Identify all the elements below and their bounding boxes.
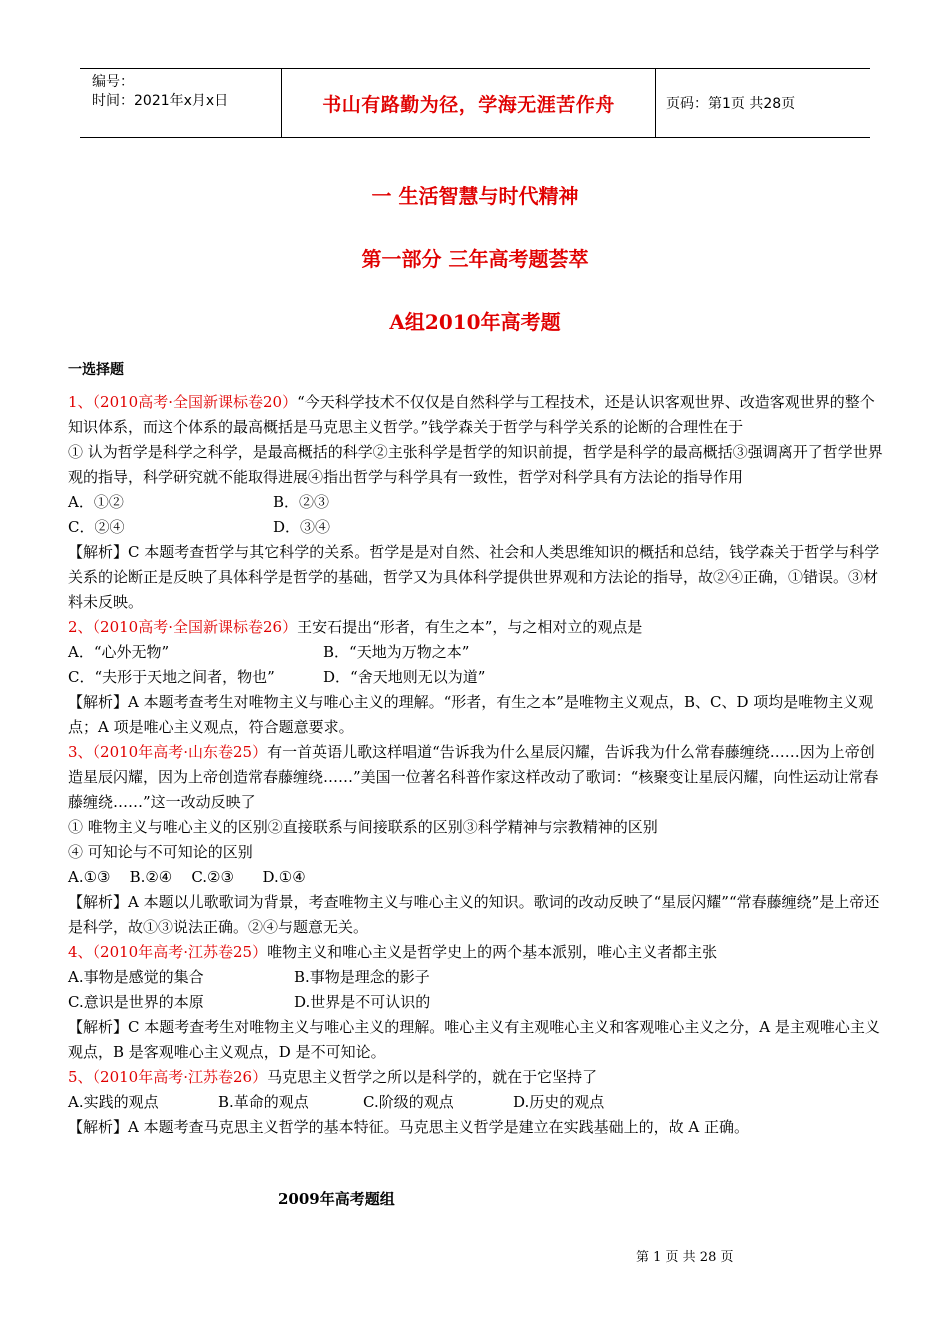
chapter-title: 一 生活智慧与时代精神 (371, 184, 579, 208)
question-list (68, 390, 886, 1140)
option-d: D.世界是不可认识的 (294, 993, 431, 1011)
question-stem: 王安石提出“形者，有生之本”，与之相对立的观点是 (297, 618, 643, 636)
option-b: B．②③ (273, 493, 330, 511)
question-statements: ① 认为哲学是科学之科学，是最高概括的科学②主张科学是哲学的知识前提，哲学是科学的最高概括③强调离开了哲学世界观的指导，科学研究就不能取得进展④指出哲学与科学具有一致性，哲学对科学具有方法论的指导作用 (68, 443, 883, 486)
section-label: 一选择题 (68, 362, 124, 378)
option-row (68, 640, 886, 665)
part-title: 第一部分 三年高考题荟萃 (361, 247, 589, 271)
option-a: A.实践的观点 (68, 1093, 159, 1111)
option-d: D.历史的观点 (513, 1093, 605, 1111)
option-row (68, 665, 886, 690)
header-page-info: 页码：第1页 共28页 (666, 96, 796, 112)
option-row (68, 965, 886, 990)
page-footer: 第 1 页 共 28 页 (636, 1250, 734, 1265)
option-d: D．③④ (273, 518, 331, 536)
option-a: A.事物是感觉的集合 (68, 968, 204, 986)
question-stem: 马克思主义哲学之所以是科学的，就在于它坚持了 (267, 1068, 598, 1086)
header-meta (80, 69, 282, 137)
option-a: A．“心外无物” (68, 643, 170, 661)
question-stem: “今天科学技术不仅仅是自然科学与工程技术，还是认识客观世界、改造客观世界的整个知识体系，而这个体系的最高概括是马克思主义哲学。”钱学森关于哲学与科学关系的论断的合理性在于 (68, 393, 875, 436)
question-statements: ① 唯物主义与唯心主义的区别②直接联系与间接联系的区别③科学精神与宗教精神的区别 (68, 818, 658, 836)
question-4 (68, 940, 886, 965)
question-statements: ④ 可知论与不可知论的区别 (68, 843, 253, 861)
question-source: 5、（2010年高考·江苏卷26） (68, 1068, 268, 1086)
option-row (68, 1090, 886, 1115)
question-stem: 有一首英语儿歌这样唱道“告诉我为什么星辰闪耀，告诉我为什么常春藤缠绕……因为上帝创造星辰闪耀，因为上帝创造常春藤缠绕……”美国一位著名科普作家这样改动了歌词：“核聚变让星辰闪耀，向性运动让常春藤缠绕……”这一改动反映了 (68, 743, 879, 811)
question-stem: 唯物主义和唯心主义是哲学史上的两个基本派别，唯心主义者都主张 (267, 943, 718, 961)
group-title: A组2010年高考题 (389, 310, 561, 334)
analysis: 【解析】A 本题以儿歌歌词为背景，考查唯物主义与唯心主义的知识。歌词的改动反映了“星辰闪耀”“常春藤缠绕”是上帝还是科学，故①③说法正确。②④与题意无关。 (68, 893, 880, 936)
option-a: A．①② (68, 493, 124, 511)
question-source: 2、（2010高考·全国新课标卷26） (68, 618, 298, 636)
option-row (68, 490, 886, 515)
option-row (68, 990, 886, 1015)
time-label: 时间：2021年x月x日 (92, 93, 229, 109)
option-b: B.事物是理念的影子 (294, 968, 430, 986)
question-3 (68, 740, 886, 815)
page-header (80, 68, 870, 138)
option-c: C．“夫形于天地之间者，物也” (68, 668, 275, 686)
question-source: 3、（2010年高考·山东卷25） (68, 743, 268, 761)
analysis: 【解析】C 本题考查哲学与其它科学的关系。哲学是是对自然、社会和人类思维知识的概括和总结，钱学森关于哲学与科学关系的论断正是反映了具体科学是哲学的基础，哲学又为具体科学提供世界观和方法论的指导，故②④正确，①错误。③材料未反映。 (68, 543, 880, 611)
option-row: A.①③ B.②④ C.②③ D.①④ (68, 868, 306, 886)
option-b: B.革命的观点 (218, 1093, 309, 1111)
option-row (68, 515, 886, 540)
option-c: C．②④ (68, 518, 125, 536)
analysis: 【解析】C 本题考查考生对唯物主义与唯心主义的理解。唯心主义有主观唯心主义和客观唯心主义之分，A 是主观唯心主义观点，B 是客观唯心主义观点，D 是不可知论。 (68, 1018, 880, 1061)
question-source: 1、（2010高考·全国新课标卷20） (68, 393, 298, 411)
option-c: C.阶级的观点 (363, 1093, 454, 1111)
analysis: 【解析】A 本题考查马克思主义哲学的基本特征。马克思主义哲学是建立在实践基础上的，故 A 正确。 (68, 1118, 749, 1136)
option-b: B．“天地为万物之本” (323, 643, 470, 661)
analysis: 【解析】A 本题考查考生对唯物主义与唯心主义的理解。“形者，有生之本”是唯物主义观点，B、C、D 项均是唯物主义观点；A 项是唯心主义观点，符合题意要求。 (68, 693, 874, 736)
serial-label: 编号： (92, 74, 134, 90)
question-source: 4、（2010年高考·江苏卷25） (68, 943, 268, 961)
option-d: D．“舍天地则无以为道” (323, 668, 486, 686)
header-motto: 书山有路勤为径，学海无涯苦作舟 (282, 69, 656, 137)
subgroup-title: 2009年高考题组 (278, 1190, 395, 1208)
question-5 (68, 1065, 886, 1090)
option-c: C.意识是世界的本原 (68, 993, 204, 1011)
question-1 (68, 390, 886, 440)
question-2 (68, 615, 886, 640)
